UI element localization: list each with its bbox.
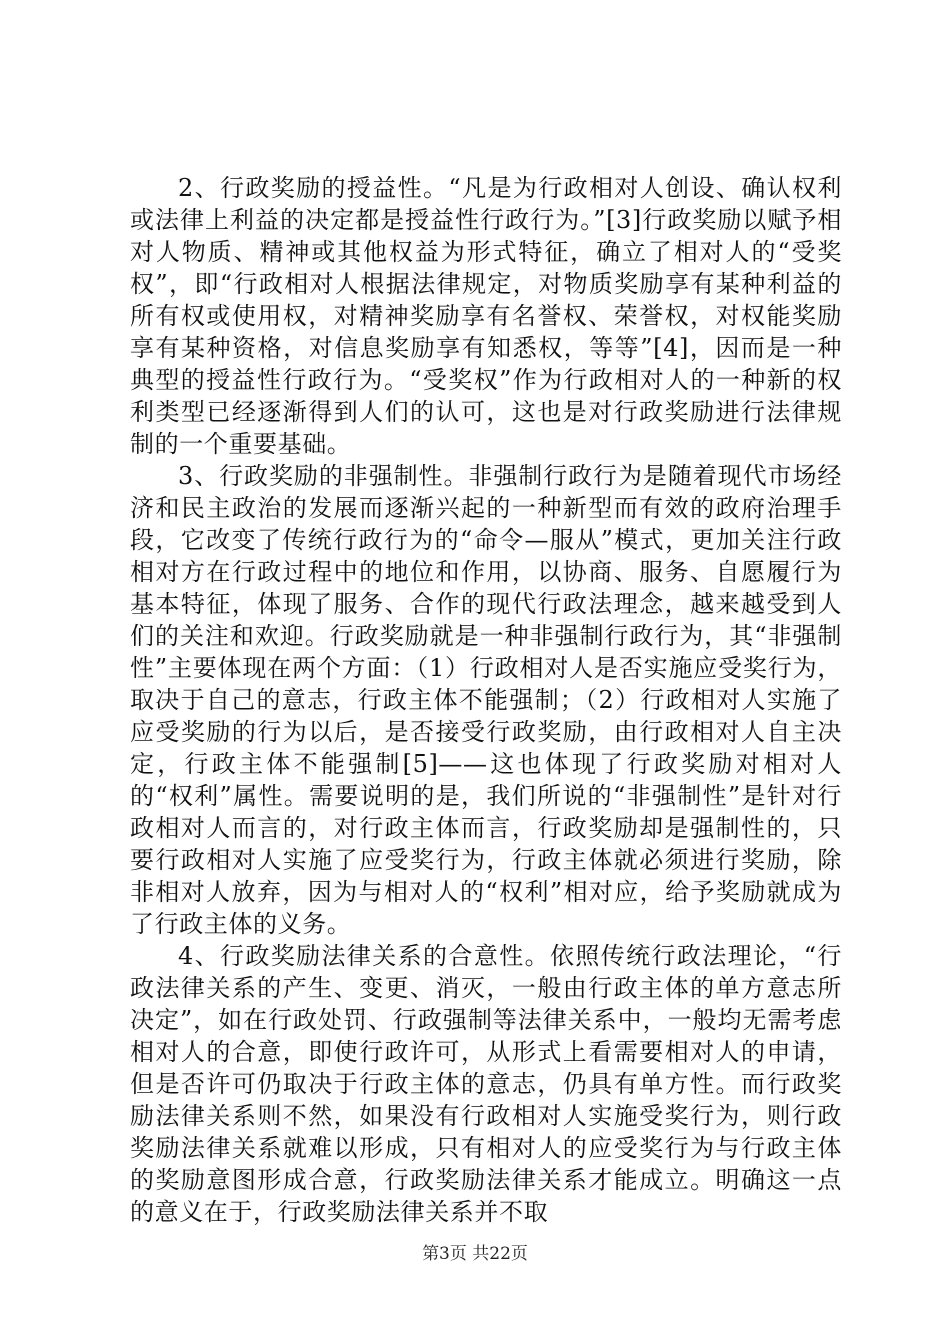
document-body bbox=[130, 172, 842, 1228]
paragraph-consensual-nature: 4、行政奖励法律关系的合意性。依照传统行政法理论，“行政法律关系的产生、变更、消灭，一般由行政主体的单方意志所决定”，如在行政处罚、行政强制等法律关系中，一般均无需考虑相对人的合意，即使行政许可，从形式上看需要相对人的申请，但是否许可仍取决于行政主体的意志，仍具有单方性。而行政奖励法律关系则不然，如果没有行政相对人实施受奖行为，则行政奖励法律关系就难以形成，只有相对人的应受奖行为与行政主体的奖励意图形成合意，行政奖励法律关系才能成立。明确这一点的意义在于，行政奖励法律关系并不取 bbox=[130, 942, 842, 1226]
page-footer: 第3页 共22页 bbox=[422, 1244, 528, 1264]
paragraph-beneficial-nature: 2、行政奖励的授益性。“凡是为行政相对人创设、确认权利或法律上利益的决定都是授益性行政行为。”[3]行政奖励以赋予相对人物质、精神或其他权益为形式特征，确立了相对人的“受奖权”，即“行政相对人根据法律规定，对物质奖励享有某种利益的所有权或使用权，对精神奖励享有名誉权、荣誉权，对权能奖励享有某种资格，对信息奖励享有知悉权，等等”[4]，因而是一种典型的授益性行政行为。“受奖权”作为行政相对人的一种新的权利类型已经逐渐得到人们的认可，这也是对行政奖励进行法律规制的一个重要基础。 bbox=[130, 174, 842, 458]
paragraph-non-compulsory-nature: 3、行政奖励的非强制性。非强制行政行为是随着现代市场经济和民主政治的发展而逐渐兴起的一种新型而有效的政府治理手段，它改变了传统行政行为的“命令—服从”模式，更加关注行政相对方在行政过程中的地位和作用，以协商、服务、自愿履行为基本特征，体现了服务、合作的现代行政法理念，越来越受到人们的关注和欢迎。行政奖励就是一种非强制行政行为，其“非强制性”主要体现在两个方面：（1）行政相对人是否实施应受奖行为，取决于自己的意志，行政主体不能强制；（2）行政相对人实施了应受奖励的行为以后，是否接受行政奖励，由行政相对人自主决定，行政主体不能强制[5]——这也体现了行政奖励对相对人的“权利”属性。需要说明的是，我们所说的“非强制性”是针对行政相对人而言的，对行政主体而言，行政奖励却是强制性的，只要行政相对人实施了应受奖行为，行政主体就必须进行奖励，除非相对人放弃，因为与相对人的“权利”相对应，给予奖励就成为了行政主体的义务。 bbox=[130, 462, 842, 938]
